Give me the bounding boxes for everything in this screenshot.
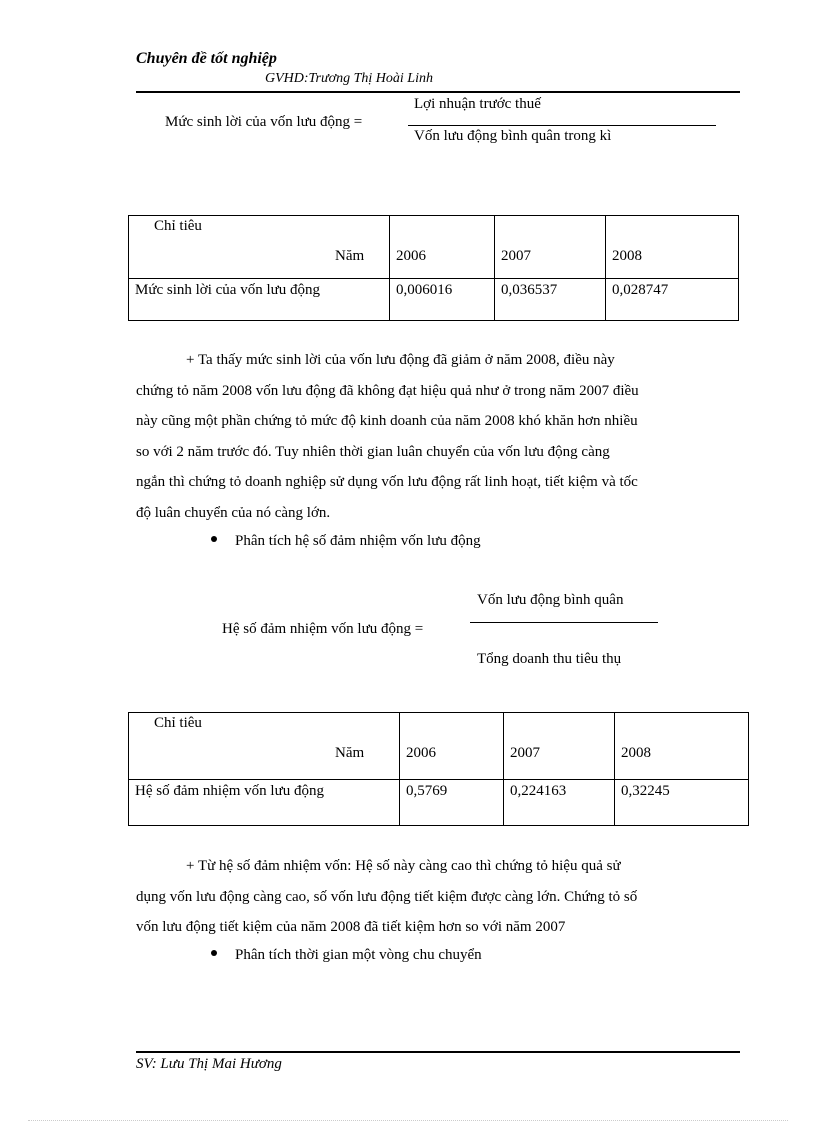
bullet-item (211, 947, 482, 964)
paragraph-line: ngắn thì chứng tỏ doanh nghiệp sử dụng vốn lưu động rất linh hoạt, tiết kiệm và tốc (136, 474, 638, 490)
paragraph-line: + Ta thấy mức sinh lời của vốn lưu động đã giảm ở năm 2008, điều này (186, 352, 615, 368)
year-cell: 2007 (495, 216, 606, 279)
table-row (129, 780, 749, 826)
paragraph-line: so với 2 năm trước đó. Tuy nhiên thời gian luân chuyển của vốn lưu động càng (136, 443, 610, 460)
year-cell: 2007 (504, 713, 615, 780)
formula-profitability-label: Mức sinh lời của vốn lưu động = (165, 114, 363, 130)
formula-burden-numerator: Vốn lưu động bình quân (477, 592, 624, 608)
page-bottom-border (28, 1120, 788, 1121)
paragraph-profitability-analysis (136, 345, 736, 528)
header-label-indicator: Chỉ tiêu (154, 715, 202, 731)
footer-rule (136, 1051, 740, 1053)
row-label: Hệ số đảm nhiệm vốn lưu động (129, 780, 400, 826)
year-cell: 2008 (606, 216, 739, 279)
formula-burden-denominator: Tổng doanh thu tiêu thụ (477, 651, 622, 667)
header-label-year: Năm (335, 248, 365, 264)
paragraph-burden-analysis (136, 851, 736, 943)
burden-ratio-table (128, 712, 749, 826)
row-label: Mức sinh lời của vốn lưu động (129, 279, 390, 321)
bullet-icon (211, 950, 217, 956)
formula-profitability-fraction-line (408, 125, 716, 126)
value-cell: 0,036537 (495, 279, 606, 321)
paragraph-line: độ luân chuyển của nó càng lớn. (136, 504, 331, 521)
value-cell: 0,224163 (504, 780, 615, 826)
header-supervisor: GVHD:Trương Thị Hoài Linh (265, 71, 433, 86)
value-cell: 0,5769 (400, 780, 504, 826)
formula-burden-fraction-line (470, 622, 658, 623)
header-title: Chuyên đề tốt nghiệp (136, 50, 277, 67)
formula-burden-label: Hệ số đảm nhiệm vốn lưu động = (222, 621, 424, 637)
profitability-table (128, 215, 739, 321)
header-rule (136, 91, 740, 93)
bullet-item (211, 533, 481, 550)
paragraph-line: chứng tỏ năm 2008 vốn lưu động đã không đạt hiệu quả như ở trong năm 2007 điều (136, 382, 639, 399)
bullet-text: Phân tích hệ số đảm nhiệm vốn lưu động (235, 533, 481, 549)
header-label-year: Năm (335, 745, 365, 761)
year-cell: 2008 (615, 713, 749, 780)
value-cell: 0,32245 (615, 780, 749, 826)
table-header-cell (129, 216, 390, 279)
table-header-cell (129, 713, 400, 780)
value-cell: 0,028747 (606, 279, 739, 321)
table-row (129, 279, 739, 321)
table-header-row (129, 216, 739, 279)
paragraph-line: dụng vốn lưu động càng cao, số vốn lưu động tiết kiệm được càng lớn. Chứng tỏ số (136, 888, 638, 905)
table-header-row (129, 713, 749, 780)
value-cell: 0,006016 (390, 279, 495, 321)
year-cell: 2006 (400, 713, 504, 780)
bullet-text: Phân tích thời gian một vòng chu chuyển (235, 947, 482, 963)
year-cell: 2006 (390, 216, 495, 279)
paragraph-line: vốn lưu động tiết kiệm của năm 2008 đã tiết kiệm hơn so với năm 2007 (136, 919, 566, 935)
formula-profitability-numerator: Lợi nhuận trước thuế (414, 96, 541, 112)
paragraph-line: + Từ hệ số đảm nhiệm vốn: Hệ số này càng cao thì chứng tỏ hiệu quả sử (186, 858, 621, 874)
paragraph-line: này cũng một phần chứng tỏ mức độ kinh doanh của năm 2008 khó khăn hơn nhiều (136, 413, 638, 429)
footer-student: SV: Lưu Thị Mai Hương (136, 1056, 282, 1072)
formula-profitability-denominator: Vốn lưu động bình quân trong kì (414, 128, 612, 144)
bullet-icon (211, 536, 217, 542)
header-label-indicator: Chỉ tiêu (154, 218, 202, 234)
